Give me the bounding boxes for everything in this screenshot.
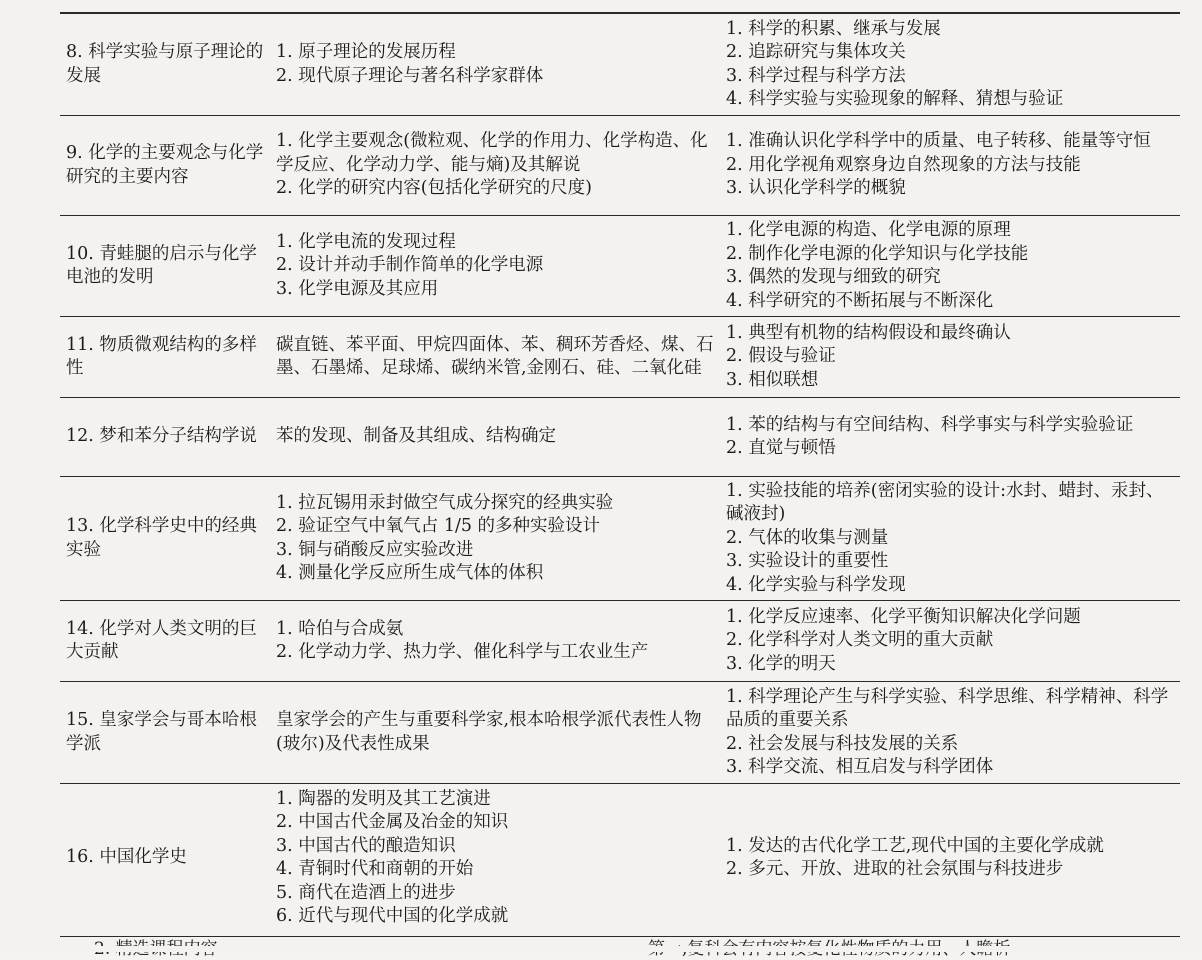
goals-line: 1. 苯的结构与有空间结构、科学事实与科学实验验证 [726,414,1134,435]
theme-line: 10. 青蛙腿的启示与化学电池的发明 [66,243,257,287]
table-row [60,398,1180,477]
theme-cell [60,14,270,116]
content-line: 4. 测量化学反应所生成气体的体积 [276,563,544,583]
theme-cell [60,317,270,398]
content-cell [270,398,720,477]
theme-line: 14. 化学对人类文明的巨大贡献 [66,618,257,662]
goals-line: 1. 典型有机物的结构假设和最终确认 [726,322,1011,343]
content-line: 1. 化学电流的发现过程 [276,231,456,252]
theme-line: 16. 中国化学史 [66,847,187,868]
content-line: 2. 中国古代金属及冶金的知识 [276,812,509,832]
content-line: 6. 近代与现代中国的化学成就 [276,906,509,926]
goals-cell [720,14,1180,116]
curriculum-table [60,12,1180,932]
content-line: 碳直链、苯平面、甲烷四面体、苯、稠环芳香烃、煤、石墨、石墨烯、足球烯、碳纳米管,金刚石、硅、二氧化硅 [276,334,714,378]
goals-line: 4. 化学实验与科学发现 [726,574,906,595]
table-row [60,116,1180,216]
content-line: 1. 化学主要观念(微粒观、化学的作用力、化学构造、化学反应、化学动力学、能与熵)及其解说 [276,131,708,175]
content-line: 5. 商代在造酒上的进步 [276,882,456,903]
goals-line: 3. 偶然的发现与细致的研究 [726,267,941,287]
content-cell [270,601,720,682]
theme-cell [60,477,270,601]
theme-line: 12. 梦和苯分子结构学说 [66,426,257,447]
goals-line: 3. 化学的明天 [726,653,836,674]
content-cell [270,14,720,116]
content-cell [270,682,720,784]
goals-line: 2. 直觉与顿悟 [726,438,836,458]
goals-line: 1. 科学理论产生与科学实验、科学思维、科学精神、科学品质的重要关系 [726,686,1169,730]
content-line: 2. 设计并动手制作简单的化学电源 [276,255,544,276]
goals-line: 2. 化学科学对人类文明的重大贡献 [726,630,994,651]
content-line: 1. 拉瓦锡用汞封做空气成分探究的经典实验 [276,492,614,513]
table-row [60,784,1180,933]
goals-cell [720,398,1180,477]
content-line: 3. 中国古代的酿造知识 [276,835,456,856]
goals-cell [720,682,1180,784]
goals-line: 1. 实验技能的培养(密闭实验的设计:水封、蜡封、汞封、碱液封) [726,480,1164,525]
theme-line: 15. 皇家学会与哥本哈根学派 [66,710,257,754]
content-line: 1. 陶器的发明及其工艺演进 [276,788,491,809]
goals-line: 1. 科学的积累、继承与发展 [726,18,941,39]
goals-line: 2. 假设与验证 [726,346,836,367]
content-cell [270,116,720,216]
goals-cell [720,116,1180,216]
table-body [60,13,1180,933]
goals-line: 1. 发达的古代化学工艺,现代中国的主要化学成就 [726,835,1104,856]
goals-line: 2. 社会发展与科技发展的关系 [726,733,959,754]
goals-line: 2. 用化学视角观察身边自然现象的方法与技能 [726,154,1081,175]
goals-cell [720,601,1180,682]
goals-line: 2. 追踪研究与集体攻关 [726,42,906,62]
content-line: 2. 化学动力学、热力学、催化科学与工农业生产 [276,642,649,662]
theme-cell [60,601,270,682]
content-line: 2. 化学的研究内容(包括化学研究的尺度) [276,178,592,199]
goals-line: 3. 实验设计的重要性 [726,551,889,572]
goals-line: 2. 气体的收集与测量 [726,527,889,548]
theme-cell [60,116,270,216]
goals-line: 1. 准确认识化学科学中的质量、电子转移、能量等守恒 [726,131,1151,152]
table-row [60,601,1180,682]
theme-line: 13. 化学科学史中的经典实验 [66,516,257,560]
goals-cell [720,784,1180,933]
theme-cell [60,398,270,477]
table-row [60,682,1180,784]
content-line: 1. 原子理论的发展历程 [276,42,456,62]
content-line: 2. 验证空气中氧气占 1/5 的多种实验设计 [276,516,601,536]
goals-line: 3. 相似联想 [726,369,819,390]
content-line: 3. 铜与硝酸反应实验改进 [276,539,474,560]
goals-line: 2. 制作化学电源的化学知识与化学技能 [726,243,1029,264]
goals-line: 4. 科学实验与实验现象的解释、猜想与验证 [726,89,1064,109]
table-bottom-rule [60,936,1180,937]
content-line: 2. 现代原子理论与著名科学家群体 [276,65,544,86]
theme-line: 11. 物质微观结构的多样性 [66,334,257,378]
content-cell [270,784,720,933]
content-line: 4. 青铜时代和商朝的开始 [276,859,474,879]
content-line: 3. 化学电源及其应用 [276,278,439,299]
theme-line: 9. 化学的主要观念与化学研究的主要内容 [66,143,264,187]
goals-cell [720,216,1180,317]
content-line: 1. 哈伯与合成氨 [276,618,404,639]
content-line: 苯的发现、制备及其组成、结构确定 [276,426,556,447]
theme-cell [60,216,270,317]
goals-line: 3. 科学过程与科学方法 [726,65,906,86]
goals-line: 3. 认识化学科学的概貌 [726,178,906,199]
content-cell [270,477,720,601]
theme-line: 8. 科学实验与原子理论的发展 [66,42,264,86]
content-line: 皇家学会的产生与重要科学家,根本哈根学派代表性人物(玻尔)及代表性成果 [276,710,702,754]
table-row [60,14,1180,116]
theme-cell [60,682,270,784]
table-row [60,477,1180,601]
theme-cell [60,784,270,933]
page-edge [0,946,1202,952]
goals-line: 4. 科学研究的不断拓展与不断深化 [726,290,994,311]
goals-line: 1. 化学反应速率、化学平衡知识解决化学问题 [726,606,1081,627]
content-cell [270,216,720,317]
content-cell [270,317,720,398]
table-row [60,216,1180,317]
goals-line: 3. 科学交流、相互启发与科学团体 [726,757,994,777]
goals-cell [720,477,1180,601]
table-row [60,317,1180,398]
goals-cell [720,317,1180,398]
goals-line: 2. 多元、开放、进取的社会氛围与科技进步 [726,859,1064,879]
goals-line: 1. 化学电源的构造、化学电源的原理 [726,220,1011,240]
